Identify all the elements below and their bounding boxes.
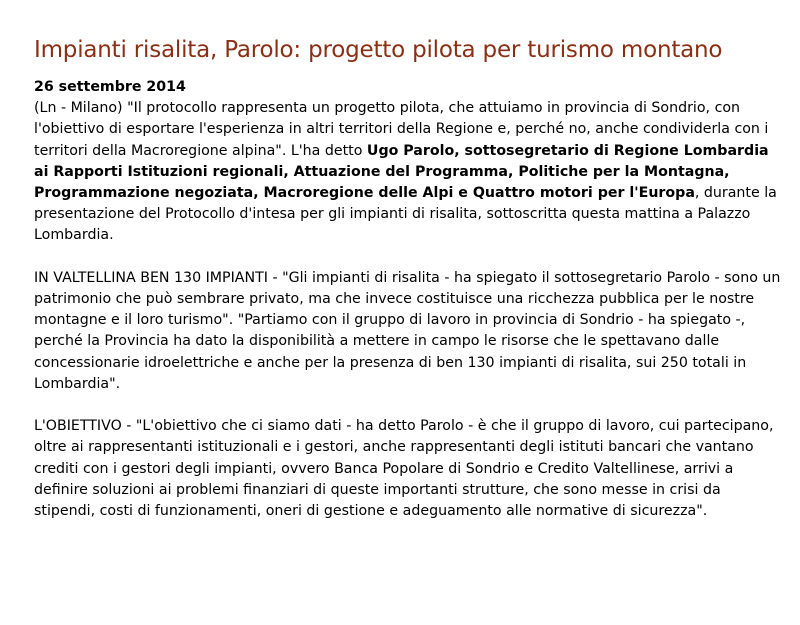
article-date: 26 settembre 2014	[34, 79, 186, 95]
article	[34, 36, 784, 522]
paragraph-intro-text-end: , durante la presentazione del Protocollo d'intesa per gli impianti di risalita, sottoscritta questa mattina a Palazzo Lombardia.	[34, 185, 777, 244]
paragraph-intro-bold-name: Ugo Parolo, sottosegretario di Regione Lombardia ai Rapporti Istituzioni regionali, Attuazione del Programma, Politiche per la Montagna, Programmazione negoziata, Macroregione delle Alpi e Quattro motori per l'Europa	[34, 142, 769, 202]
article-body	[34, 77, 784, 522]
paragraph-obiettivo: L'OBIETTIVO - "L'obiettivo che ci siamo dati - ha detto Parolo - è che il gruppo di lavoro, cui partecipano, oltre ai rappresentanti istituzionali e i gestori, anche rappresentanti degli istituti bancari che vantano crediti con i gestori degli impianti, ovvero Banca Popolare di Sondrio e Credito Valtellinese, arrivi a definire soluzioni ai problemi finanziari di queste importanti strutture, che sono messe in crisi da stipendi, costi di funzionamenti, oneri di gestione e adeguamento alle normative di sicurezza".	[34, 418, 774, 520]
paragraph-intro	[34, 98, 784, 246]
paragraph-intro-text-start: (Ln - Milano) "Il protocollo rappresenta un progetto pilota, che attuiamo in provincia di Sondrio, con l'obiettivo di esportare l'esperienza in altri territori della Regione e, perché no, anche condividerla con i territori della Macroregione alpina". L'ha detto	[34, 100, 769, 159]
article-title: Impianti risalita, Parolo: progetto pilota per turismo montano	[34, 37, 723, 63]
paragraph-valtellina: IN VALTELLINA BEN 130 IMPIANTI - "Gli impianti di risalita - ha spiegato il sottosegretario Parolo - sono un patrimonio che può sembrare privato, ma che invece costituisce una ricchezza pubblica per le nostre montagne e il loro turismo". "Partiamo con il gruppo di lavoro in provincia di Sondrio - ha spiegato -, perché la Provincia ha dato la disponibilità a mettere in campo le risorse che le spettavano dalle concessionarie idroelettriche e anche per la presenza di ben 130 impianti di risalita, sui 250 totali in Lombardia".	[34, 269, 781, 392]
